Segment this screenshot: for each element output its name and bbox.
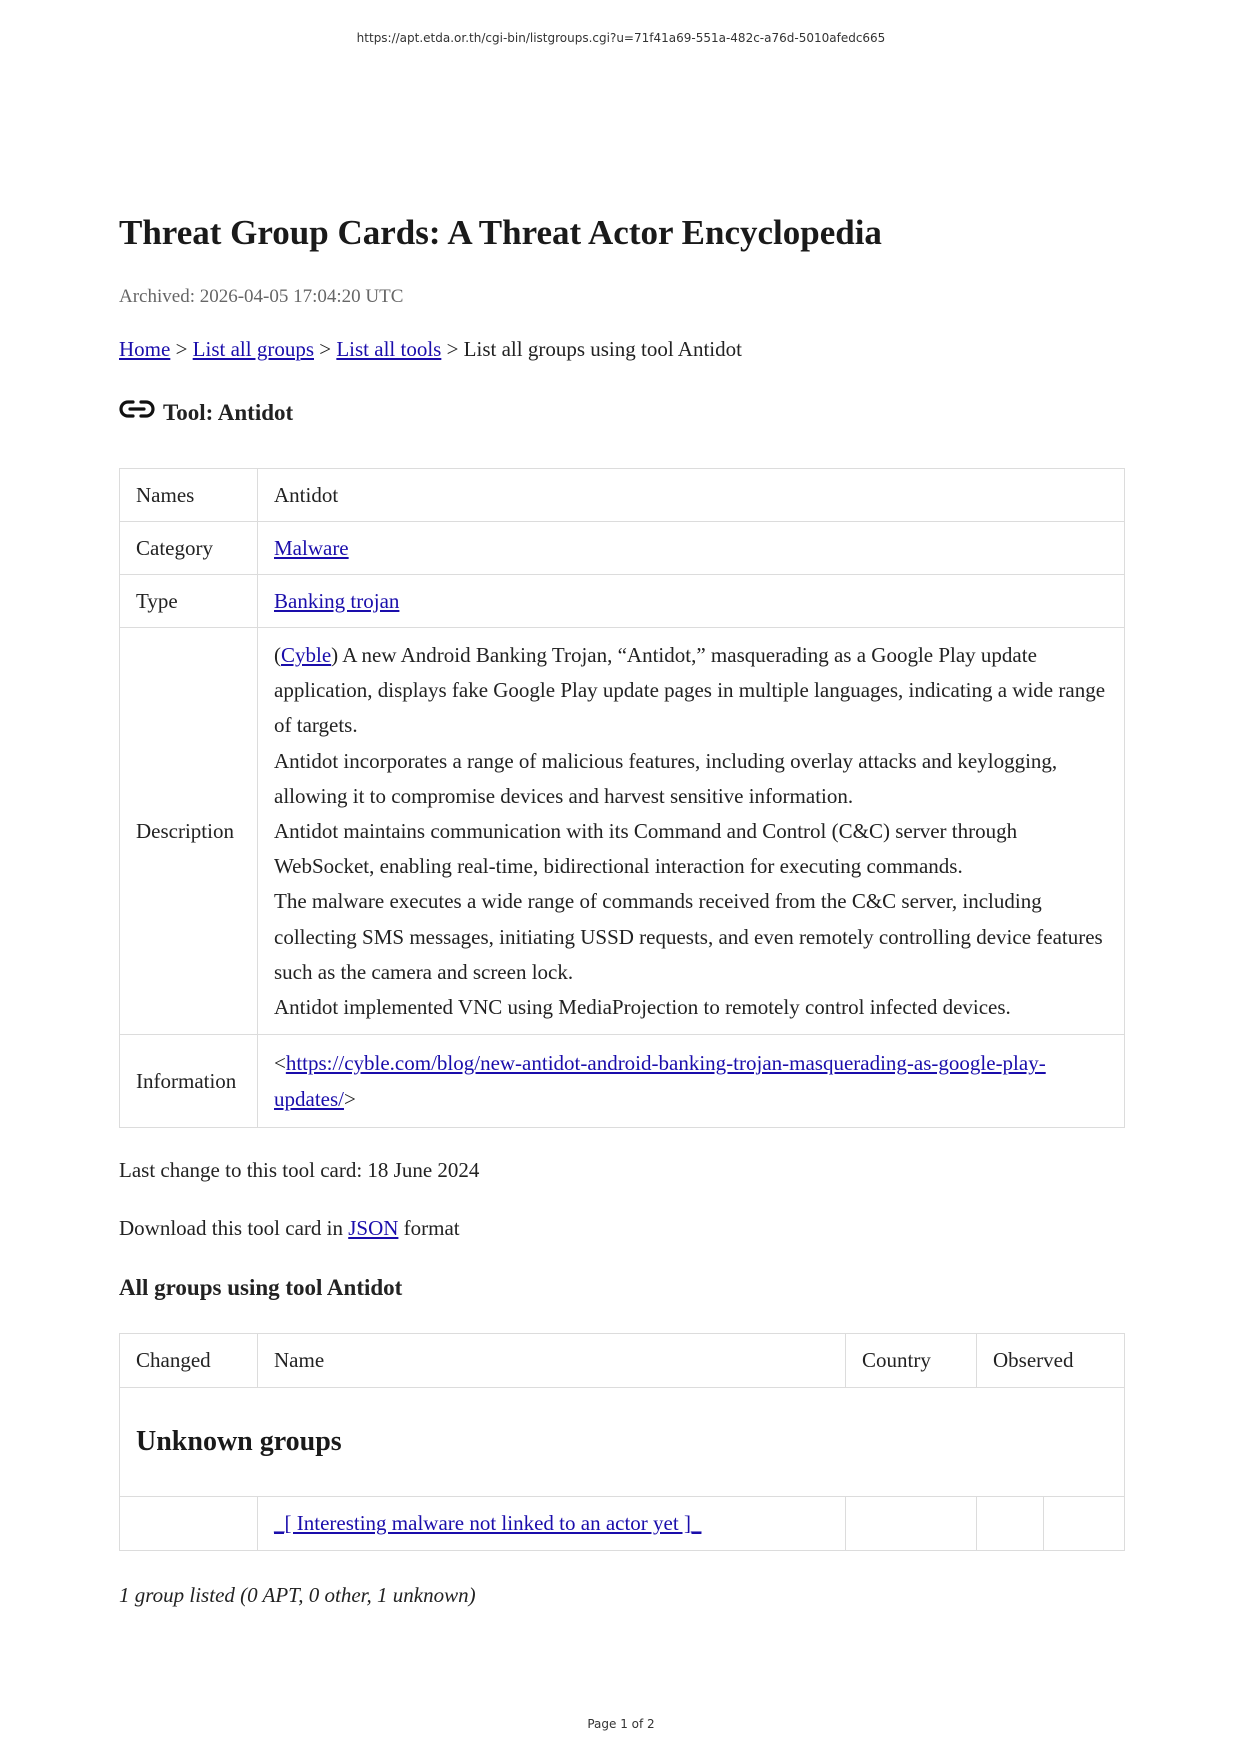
group-changed-cell (120, 1497, 258, 1551)
description-paren: ( (274, 643, 281, 667)
group-country-cell (846, 1497, 977, 1551)
last-change-text: Last change to this tool card: 18 June 2024 (119, 1158, 480, 1182)
tool-heading-text: Tool: Antidot (163, 400, 294, 425)
breadcrumb-separator: > (314, 337, 337, 361)
tool-info-table (119, 468, 1125, 1128)
download-line (119, 1216, 460, 1241)
type-cell (258, 575, 1125, 628)
group-name-cell (258, 1497, 846, 1551)
description-paragraph: Antidot incorporates a range of malicious features, including overlay attacks and keylogging, allowing it to compromise devices and harvest sensitive information. (274, 748, 1058, 808)
group-observed-cell (977, 1497, 1044, 1551)
groups-table (119, 1333, 1125, 1551)
table-row (120, 575, 1125, 628)
download-prefix: Download this tool card in (119, 1216, 349, 1240)
information-close: > (343, 1087, 356, 1112)
column-header-changed: Changed (120, 1334, 258, 1388)
archived-timestamp: Archived: 2026-04-05 17:04:20 UTC (119, 286, 404, 307)
table-row (120, 628, 1125, 1035)
description-paragraph: The malware executes a wide range of commands received from the C&C server, including collecting SMS messages, initiating USSD requests, and even remotely controlling device features such as the camera and screen lock. (274, 889, 1103, 984)
table-row (120, 522, 1125, 575)
page-number-footer: Page 1 of 2 (587, 1717, 655, 1731)
description-cell (258, 628, 1125, 1035)
names-value: Antidot (258, 469, 1125, 522)
information-label: Information (120, 1035, 258, 1128)
description-paragraph: Antidot implemented VNC using MediaProjection to remotely control infected devices. (274, 995, 1011, 1020)
link-icon (119, 398, 155, 420)
description-label: Description (120, 628, 258, 1035)
section-row (120, 1388, 1125, 1497)
group-extra-cell (1044, 1497, 1125, 1551)
breadcrumb-separator: > (170, 337, 193, 361)
type-label: Type (120, 575, 258, 628)
description-paragraph: Antidot maintains communication with its Command and Control (C&C) server through WebSocket, enabling real-time, bidirectional interaction for executing commands. (274, 819, 1018, 879)
information-open: < (274, 1051, 286, 1076)
section-title-unknown-groups: Unknown groups (120, 1388, 1125, 1497)
tool-heading (119, 400, 293, 426)
page-url-header: https://apt.etda.or.th/cgi-bin/listgroups.cgi?u=71f41a69-551a-482c-a76d-5010afedc665 (356, 31, 886, 45)
download-suffix: format (398, 1216, 460, 1240)
breadcrumb-tools-link[interactable]: List all tools (336, 337, 442, 361)
column-header-country: Country (846, 1334, 977, 1388)
breadcrumb-groups-link[interactable]: List all groups (192, 337, 314, 361)
type-link[interactable]: Banking trojan (274, 588, 400, 613)
breadcrumb-current: > List all groups using tool Antidot (441, 337, 742, 361)
breadcrumb (119, 337, 742, 362)
breadcrumb-home-link[interactable]: Home (119, 337, 171, 361)
description-paragraph (274, 638, 1108, 744)
cyble-source-link[interactable]: Cyble (281, 643, 332, 667)
table-row (120, 469, 1125, 522)
table-row (120, 1497, 1125, 1551)
category-cell (258, 522, 1125, 575)
description-text: ) A new Android Banking Trojan, “Antidot,” masquerading as a Google Play update application, displays fake Google Play update pages in multiple languages, indicating a wide range of targets. (274, 643, 1106, 738)
category-label: Category (120, 522, 258, 575)
json-download-link[interactable]: JSON (348, 1216, 399, 1240)
column-header-name: Name (258, 1334, 846, 1388)
information-link[interactable]: https://cyble.com/blog/new-antidot-android-banking-trojan-masquerading-as-google-play-updates/ (274, 1051, 1046, 1112)
column-header-observed: Observed (977, 1334, 1125, 1388)
page-title: Threat Group Cards: A Threat Actor Encyclopedia (119, 213, 882, 252)
groups-heading: All groups using tool Antidot (119, 1275, 403, 1300)
group-name-link[interactable]: _[ Interesting malware not linked to an actor yet ]_ (274, 1511, 702, 1535)
category-link[interactable]: Malware (274, 535, 349, 560)
information-cell (258, 1035, 1125, 1128)
groups-summary: 1 group listed (0 APT, 0 other, 1 unknown) (119, 1583, 476, 1607)
table-row (120, 1035, 1125, 1128)
groups-header-row (120, 1334, 1125, 1388)
names-label: Names (120, 469, 258, 522)
